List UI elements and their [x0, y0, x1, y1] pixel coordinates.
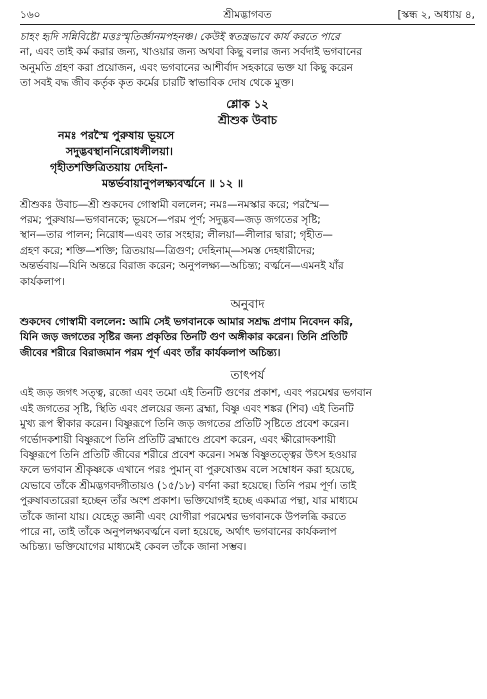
book-title: শ্রীমদ্ভাগবত: [223, 9, 272, 21]
running-header: [20, 4, 475, 26]
synonyms-paragraph: [20, 198, 475, 290]
purport-line: গর্ভোদকশায়ী বিষ্ণুরূপে তিনি প্রতিটি ব্রহ্মাণ্ডে প্রবেশ করেন, এবং ক্ষীরোদকশায়ী: [20, 433, 336, 446]
synonym-line: স্থান—তার পালন; নিরোধ—এবং তার সংহার; লীলয়া—লীলার দ্বারা; গৃহীত—: [20, 229, 333, 242]
purport-heading: তাৎপর্য: [230, 368, 265, 383]
purport-line: এই জগতের সৃষ্টি, স্থিতি এবং প্রলয়ের জন্য ব্রহ্মা, বিষ্ণু এবং শঙ্কর (শিব) এই তিনটি: [20, 402, 354, 415]
purport-line: মুখ্য রূপ স্বীকার করেন। বিষ্ণুরূপে তিনি জড় জগতের প্রতিটি সৃষ্টিতে প্রবেশ করেন।: [20, 418, 350, 431]
purport-line: পুরুষাবতারেরা হচ্ছেন তাঁর অংশ প্রকাশ। ভক্তিযোগই হচ্ছে একমাত্র পন্থা, যার মাধ্যমে: [20, 495, 358, 508]
verse-line: সদুদ্ভবস্থাননিরোধলীলয়া।: [66, 144, 173, 158]
purport-line: বিষ্ণুরূপে তিনি প্রতিটি জীবের শরীরে প্রবেশ করেন। সমস্ত বিষ্ণুতত্ত্বের উৎস হওয়ার: [20, 448, 357, 461]
translation-heading: অনুবাদ: [230, 297, 265, 312]
translation-line: জীবের শরীরে বিরাজমান পরম পূর্ণ এবং তাঁর কার্যকলাপ অচিন্ত্য।: [20, 346, 281, 359]
verse-line: গৃহীতশক্তিত্রিতয়ায় দেহিনা-: [50, 160, 168, 174]
synonym-line: অন্তর্ভবায়—যিনি অন্তরে বিরাজ করেন; অনুপলক্ষ্য—অচিন্ত্য; বর্ত্মনে—এমনই যাঁর: [20, 260, 344, 273]
chapter-reference: [স্কন্ধ ২, অধ্যায় ৪,: [397, 9, 475, 21]
translation-line: যিনি জড় জগতের সৃষ্টির জন্য প্রকৃতির তিনটি গুণ অঙ্গীকার করেন। তিনি প্রতিটি: [20, 331, 348, 344]
header-rule: [20, 24, 475, 25]
book-page: [20, 4, 475, 556]
purport-line: এই জড় জগৎ সত্ত্ব, রজো এবং তমো এই তিনটি গুণের প্রকাশ, এবং পরমেশ্বর ভগবান: [20, 387, 372, 400]
sloka-speaker: শ্রীশুক উবাচ: [218, 112, 277, 127]
intro-line: অনুমতি গ্রহণ করা প্রয়োজন, এবং ভগবানের আশীর্বাদ সহকারে ভক্ত যা কিছু করেন: [20, 61, 353, 74]
synonym-line: শ্রীশুকঃ উবাচ—শ্রী শুকদেব গোস্বামী বললেন; নমঃ—নমস্কার করে; পরস্মৈ—: [20, 198, 330, 211]
intro-line: না, এবং তাই কর্ম করার জন্য, খাওয়ার জন্য অথবা কিছু বলার জন্য সর্বদাই ভগবানের: [20, 46, 362, 59]
synonym-line: কার্যকলাপ।: [20, 275, 65, 288]
synonym-line: গ্রহণ করে; শক্তি—শক্তি; ত্রিতয়ায়—ত্রিগুণ; দেহিনাম্—সমস্ত দেহধারীদের;: [20, 244, 316, 257]
verse-line: মন্তর্ভবায়ানুপলক্ষ্যবর্ত্মনে ॥ ১২ ॥: [102, 176, 244, 190]
page-number: ১৬০: [20, 9, 41, 21]
purport-line: অচিন্ত্য। ভক্তিযোগের মাধ্যমেই কেবল তাঁকে জানা সম্ভব।: [20, 541, 247, 554]
sloka-verse: [20, 128, 475, 192]
sloka-number: শ্লোক ১২: [226, 96, 269, 111]
intro-line: তা সবই বদ্ধ জীব কর্তৃক কৃত কর্মের চারটি স্বাভাবিক দোষ থেকে মুক্ত।: [20, 77, 294, 90]
intro-paragraph: [20, 30, 475, 92]
verse-line: নমঃ পরস্মৈ পুরুষায় ভূয়সে: [58, 128, 175, 142]
translation-line: শুকদেব গোস্বামী বললেন: আমি সেই ভগবানকে আমার সশ্রদ্ধ প্রণাম নিবেদন করি,: [20, 316, 354, 329]
purport-line: তাঁকে জানা যায়। যেহেতু জ্ঞানী এবং যোগীরা পরমেশ্বর ভগবানকে উপলব্ধি করতে: [20, 510, 346, 523]
purport-paragraph: [20, 386, 475, 555]
synonym-line: পরম; পুরুষায়—ভগবানকে; ভূয়সে—পরম পূর্ণ; সদুদ্ভব—জড় জগতের সৃষ্টি;: [20, 214, 321, 227]
purport-line: ফলে ভগবান শ্রীকৃষ্ণকে এখানে পরঃ পুমান্ বা পুরুষোত্তম বলে সম্বোধন করা হয়েছে,: [20, 464, 355, 477]
intro-line: চাহং হৃদি সন্নিবিষ্টো মত্তঃস্মৃতির্জ্ঞানমপহনঞ্চ। কেউই স্বতন্ত্রভাবে কার্য করতে পারে: [20, 31, 340, 43]
translation-paragraph: [20, 315, 475, 361]
purport-line: পারে না, তাই তাঁকে অনুপলক্ষ্যবর্ত্মনে বলা হয়েছে, অর্থাৎ ভগবানের কার্যকলাপ: [20, 525, 337, 538]
purport-line: যেভাবে তাঁকে শ্রীমদ্ভগবদ্গীতায়ও (১৫/১৮) বর্ণনা করা হয়েছে। তিনি পরম পূর্ণ। তাই: [20, 479, 357, 492]
